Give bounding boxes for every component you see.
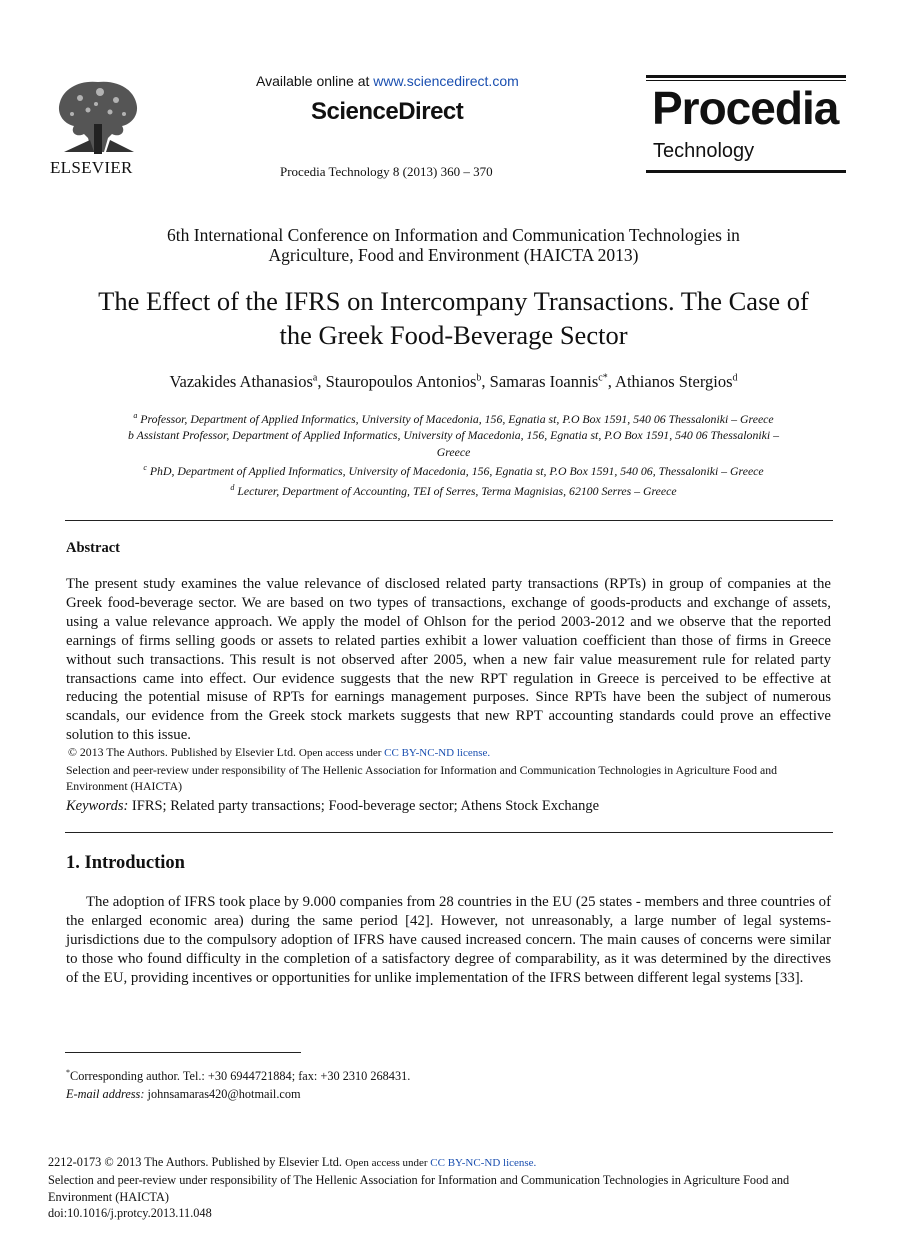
section-body: The adoption of IFRS took place by 9.000 companies from 28 countries in the EU (25 states - members and three countries of the enlarged economic area) during the same period [42]. However, not unreasonably, a large number of legal systems-jurisdictions due to the compulsory adoption of IFRS have caused increased concern. The main causes of concerns were similar to those who found difficulty in the completion of a satisfactory degree of comparability, as it was determined by the directives of the EU, providing incentives or opportunities for unlike implementation of the IFRS between different legal systems [33].: [66, 894, 832, 986]
divider: [65, 832, 833, 833]
journal-logo-title: Procedia: [652, 82, 839, 134]
conference-line: Agriculture, Food and Environment (HAICTA 2013): [268, 245, 639, 265]
author: Vazakides Athanasios$^a$,: [169, 372, 326, 391]
sciencedirect-brand: ScienceDirect: [311, 98, 464, 125]
corresponding-author-note: *Corresponding author. Tel.: +30 6944721884; fax: +30 2310 268431.: [66, 1068, 411, 1084]
doi[interactable]: doi:10.1016/j.protcy.2013.11.048: [48, 1206, 212, 1221]
page-footer: [48, 1154, 818, 1222]
keywords: [66, 798, 599, 815]
abstract-heading: Abstract: [66, 540, 120, 556]
footer-peer-review: Selection and peer-review under responsibility of The Hellenic Association for Information and Communication Technologies in Agriculture Food and Environment (HAICTA): [48, 1172, 790, 1204]
available-online: [256, 73, 519, 89]
footnote-rule: [65, 1052, 301, 1053]
affiliation-a: $^a$ Professor, Department of Applied Informatics, University of Macedonia, 156, Egnatia st, P.O Box 1591, 540 06 Thessaloniki – Greece: [133, 411, 774, 426]
conference-line: 6th International Conference on Information and Communication Technologies in: [167, 225, 740, 245]
journal-reference: Procedia Technology 8 (2013) 360 – 370: [280, 164, 493, 179]
email-address[interactable]: johnsamaras420@hotmail.com: [144, 1087, 301, 1101]
copyright-line: © 2013 The Authors. Published by Elsevier Ltd. Open access under CC BY-NC-ND license.: [68, 745, 491, 759]
conference-name: [60, 225, 847, 265]
title-line: the Greek Food-Beverage Sector: [279, 320, 628, 350]
license-link[interactable]: CC BY-NC-ND license.: [384, 747, 491, 759]
author: Stauropoulos Antonios$^b$,: [325, 372, 490, 391]
affiliations: [80, 408, 827, 499]
tree-icon: [50, 74, 146, 158]
divider: [65, 520, 833, 521]
journal-logo-rule: [646, 80, 846, 81]
author: Athianos Stergios$^d$: [615, 372, 738, 391]
peer-review-statement: Selection and peer-review under responsibility of The Hellenic Association for Information and Communication Technologies in Agriculture Food and Environment (HAICTA): [66, 763, 778, 793]
author: Samaras Ioannis$^{c*}$,: [489, 372, 616, 391]
abstract-text: The present study examines the value relevance of disclosed related party transactions (RPTs) in group of companies at the Greek food-beverage sector. We are based on two types of transactions, exchange of goods-products and exchange of assets, using a value relevance approach. We apply the model of Ohlson for the period 2003-2012 and we observe that the reported earnings of firms selling goods or assets to related parties exhibit a lower valuation coefficient than those of firms in Greece without such transactions. This result is not observed after 2005, when a new fair value measurement rule for related party transactions came into effect. Our evidence suggests that the new RPT regulation in Greece is perceived to be effective at reducing the potential misuse of RPTs for earnings management purposes. Since RPTs have been the subject of numerous scandals, our evidence from the Greek stock markets suggests that new RPT accounting standards could prove an effective solution to this issue.: [66, 576, 831, 744]
affiliation-b: b Assistant Professor, Department of Applied Informatics, University of Macedonia, 156, Egnatia st, P.O Box 1591, 540 06 Thessaloniki –: [128, 428, 779, 443]
publisher-name: ELSEVIER: [50, 158, 133, 177]
email-note: E-mail address: johnsamaras420@hotmail.com: [66, 1087, 301, 1101]
sciencedirect-link[interactable]: www.sciencedirect.com: [373, 73, 519, 89]
footer-license-link[interactable]: CC BY-NC-ND license.: [430, 1157, 537, 1169]
available-label: Available online at: [256, 73, 374, 89]
title-line: The Effect of the IFRS on Intercompany Transactions. The Case of: [98, 286, 809, 316]
paper-title: [40, 284, 867, 352]
keywords-list: IFRS; Related party transactions; Food-beverage sector; Athens Stock Exchange: [128, 798, 600, 814]
section-heading: 1. Introduction: [66, 853, 185, 873]
journal-logo-rule: [646, 75, 846, 78]
affiliation-b-cont: Greece: [436, 444, 471, 459]
keywords-label: Keywords:: [66, 798, 129, 814]
affiliation-d: $^d$ Lecturer, Department of Accounting, TEI of Serres, Terma Magnisias, 62100 Serres – Greece: [230, 482, 677, 498]
journal-logo-rule: [646, 170, 846, 173]
author-list: [40, 372, 867, 392]
affiliation-c: $^c$ PhD, Department of Applied Informatics, University of Macedonia, 156, Egnatia st, P.O Box 1591, 540 06, Thessaloniki – Greece: [143, 463, 764, 479]
issn-line: 2212-0173 © 2013 The Authors. Published by Elsevier Ltd. Open access under CC BY-NC-ND license.: [48, 1155, 537, 1169]
journal-logo-subtitle: Technology: [653, 140, 755, 162]
